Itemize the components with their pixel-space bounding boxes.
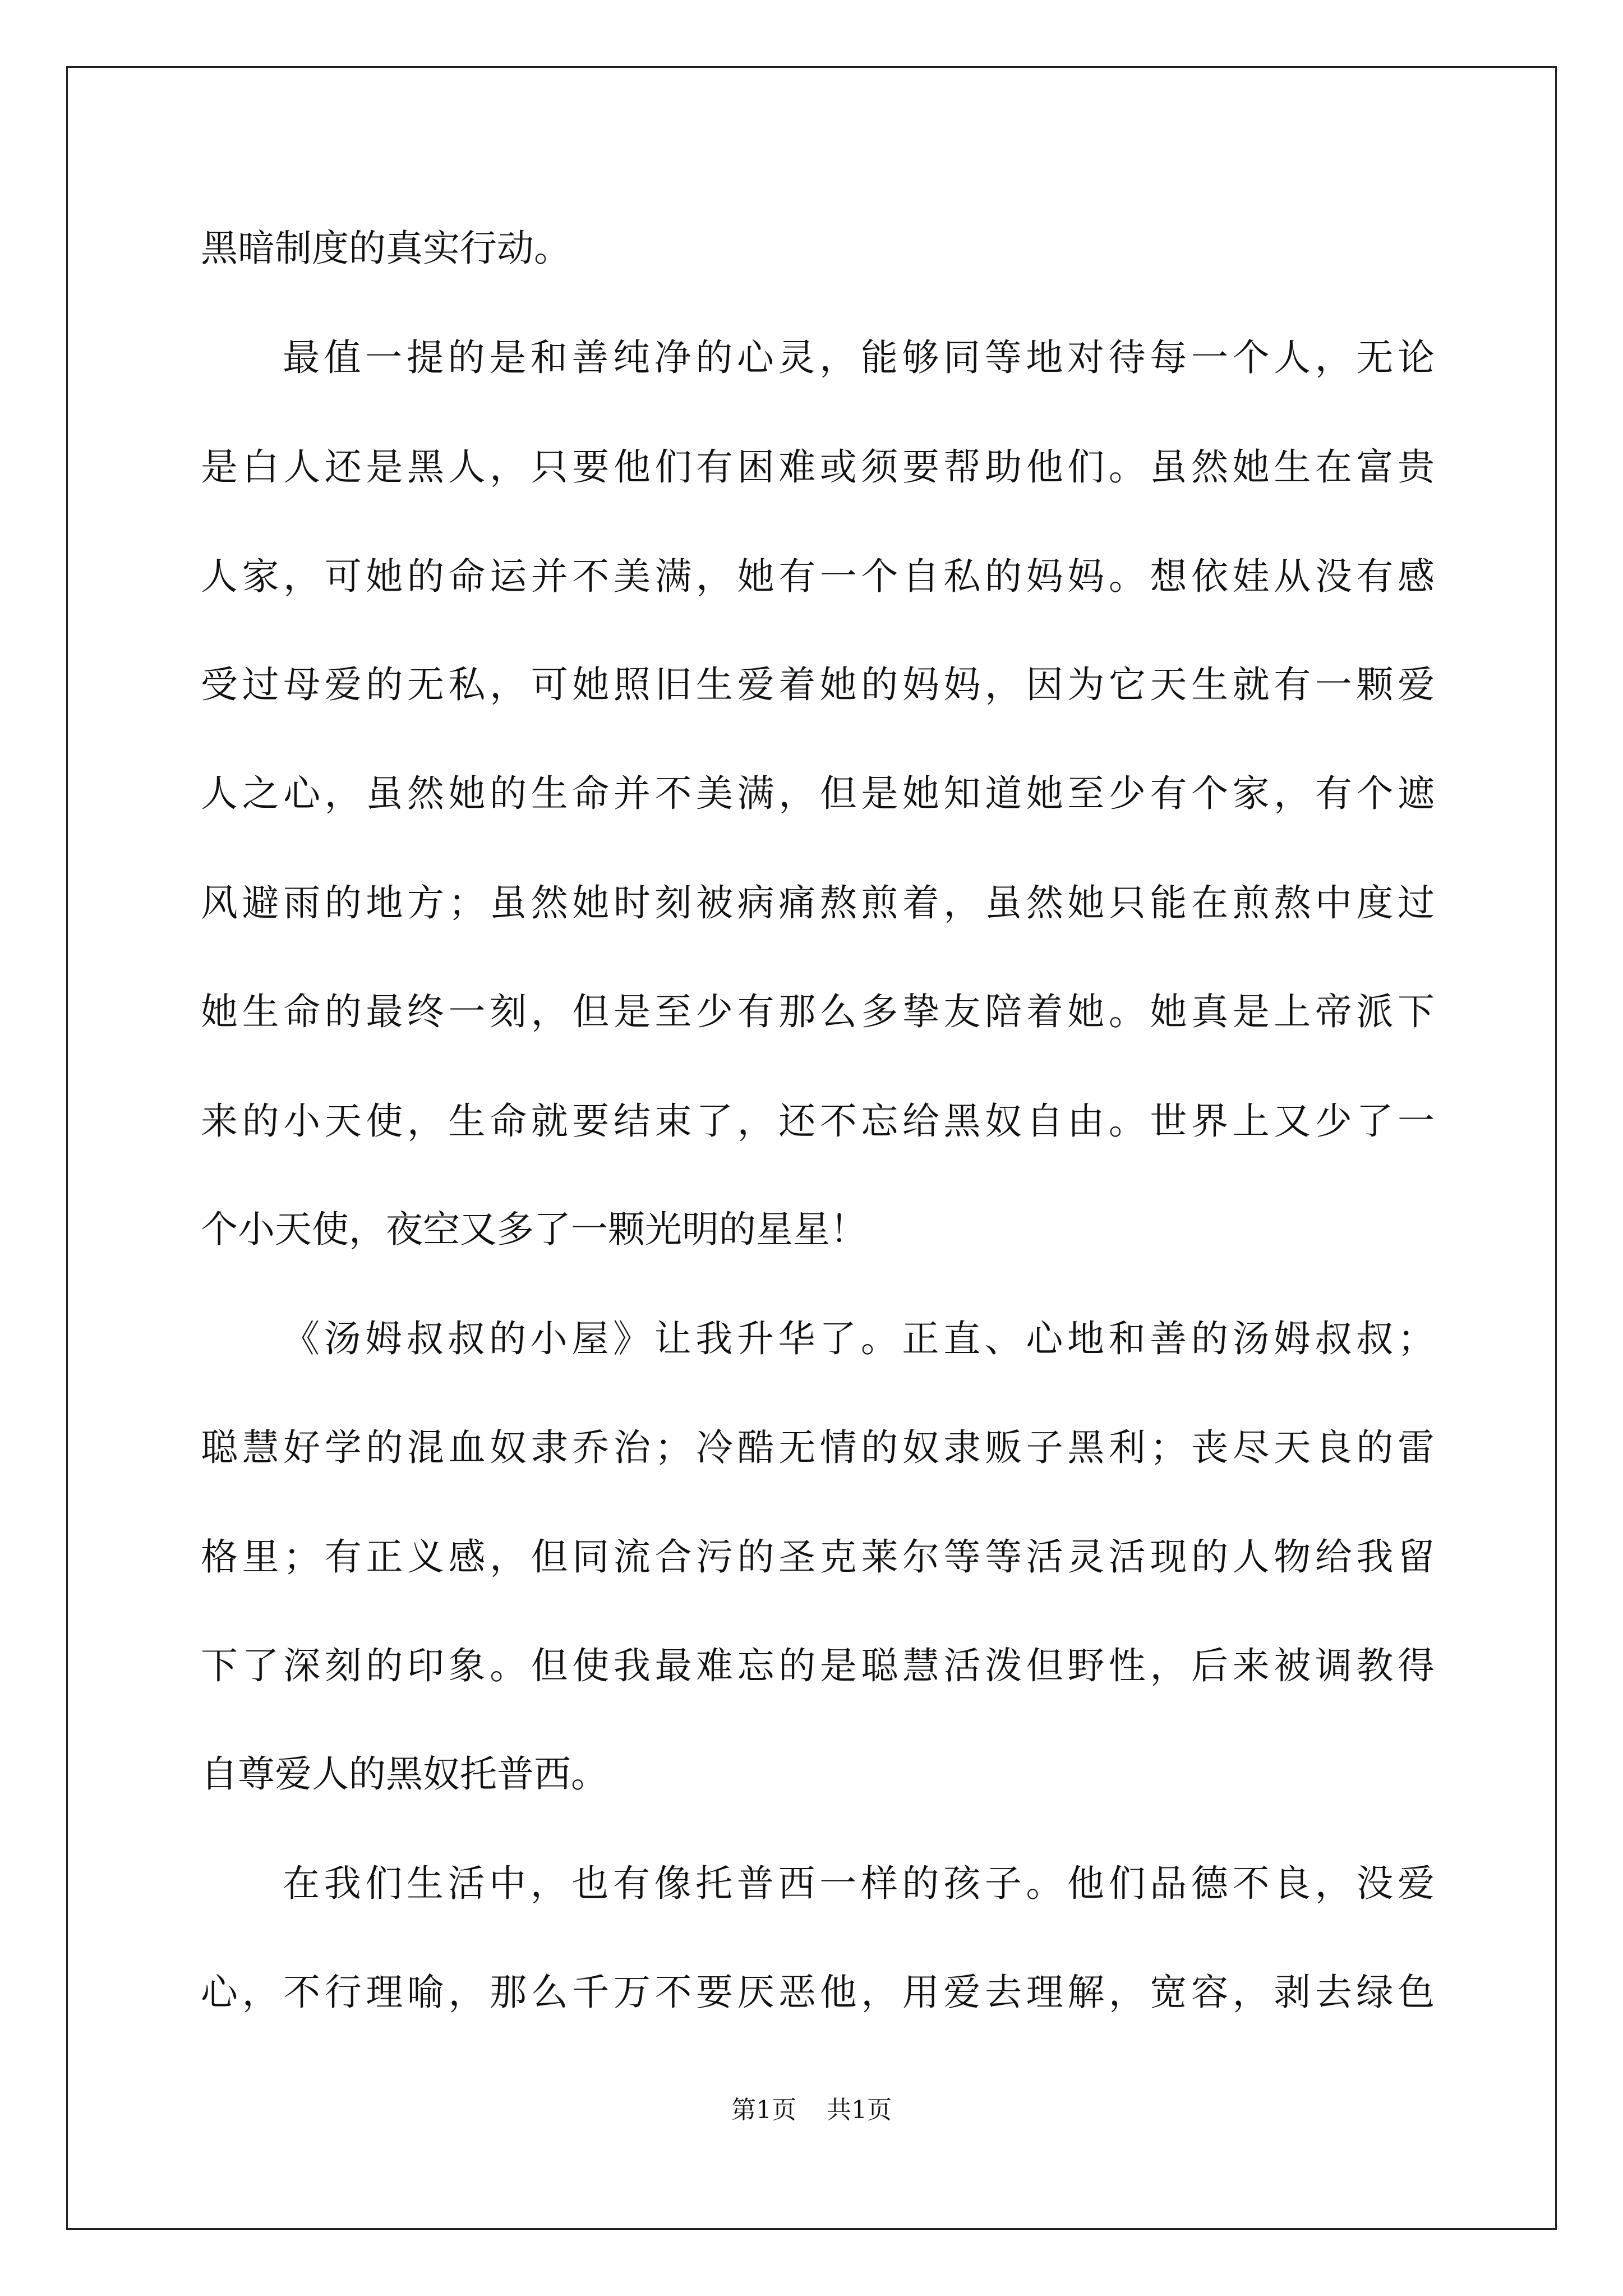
text-line: 《汤姆叔叔的小屋》让我升华了。正直、心地和善的汤姆叔叔； (283, 1317, 1435, 1360)
text-line: 格里；有正义感，但同流合污的圣克莱尔等等活灵活现的人物给我留 (201, 1535, 1435, 1579)
text-line: 下了深刻的印象。但使我最难忘的是聪慧活泼但野性，后来被调教得 (201, 1644, 1435, 1687)
text-line: 聪慧好学的混血奴隶乔治；冷酷无情的奴隶贩子黑利；丧尽天良的雷 (201, 1426, 1435, 1469)
text-line: 自尊爱人的黑奴托普西。 (201, 1752, 608, 1796)
text-line: 人家，可她的命运并不美满，她有一个自私的妈妈。想依娃从没有感 (201, 555, 1435, 598)
page-footer (0, 2093, 1623, 2127)
text-line: 在我们生活中，也有像托普西一样的孩子。他们品德不良，没爱 (283, 1862, 1435, 1905)
text-line: 黑暗制度的真实行动。 (201, 227, 571, 270)
text-line: 她生命的最终一刻，但是至少有那么多挚友陪着她。她真是上帝派下 (201, 990, 1435, 1033)
text-line: 人之心，虽然她的生命并不美满，但是她知道她至少有个家，有个遮 (201, 772, 1435, 815)
text-line: 风避雨的地方；虽然她时刻被病痛熬煎着，虽然她只能在煎熬中度过 (201, 881, 1435, 924)
text-line: 心，不行理喻，那么千万不要厌恶他，用爱去理解，宽容，剥去绿色 (201, 1971, 1435, 2014)
page-number: 第1页 (731, 2096, 796, 2124)
text-line: 受过母爱的无私，可她照旧生爱着她的妈妈，因为它天生就有一颗爱 (201, 663, 1435, 706)
text-line: 个小天使，夜空又多了一颗光明的星星！ (201, 1208, 867, 1251)
text-line: 最值一提的是和善纯净的心灵，能够同等地对待每一个人，无论 (283, 336, 1435, 379)
text-line: 是白人还是黑人，只要他们有困难或须要帮助他们。虽然她生在富贵 (201, 445, 1435, 489)
page-total: 共1页 (827, 2096, 892, 2124)
text-line: 来的小天使，生命就要结束了，还不忘给黑奴自由。世界上又少了一 (201, 1099, 1435, 1143)
